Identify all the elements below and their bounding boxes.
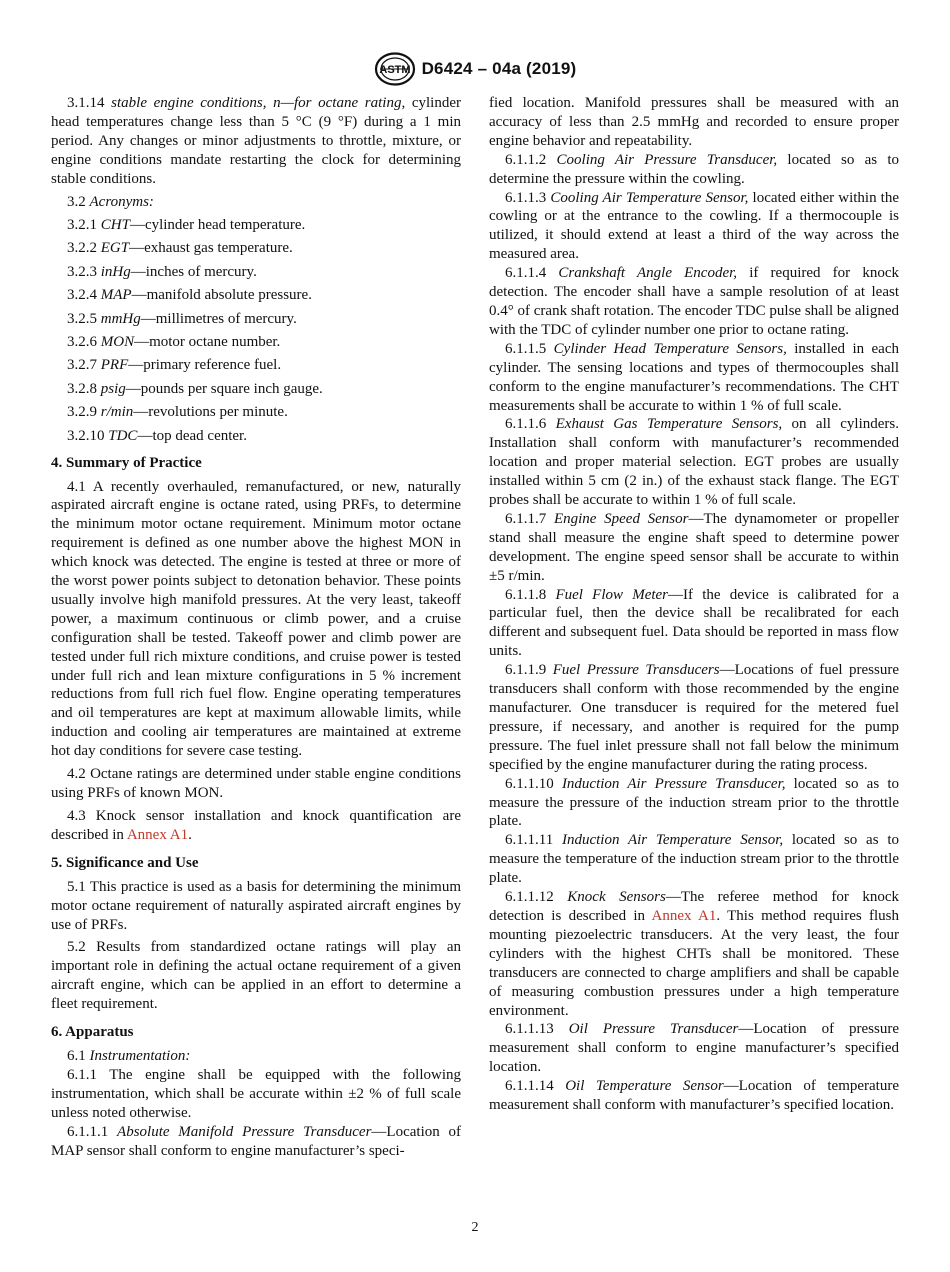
acronym-item: 3.2.1 CHT—cylinder head temperature. bbox=[67, 216, 306, 233]
instrument-item: 6.1.1.6 Exhaust Gas Temperature Sensors, on all cylinders. Installation shall conform with manufacturer’s recommended location and proper material selection. EGT probes are usually installed within 5 cm (2 in.) of the exhaust stack flange. The EGT probes shall be accurate to within 1 % of full scale. bbox=[489, 416, 899, 509]
instrument-item: 6.1.1.9 Fuel Pressure Transducers—Locations of fuel pressure transducers shall conform with those recommended by the engine manufacturer. One transducer is required for the metered fuel pressure, if necessary, and another is required for the pump pressure. The fuel inlet pressure shall not fall below the minimum specified by the engine manufacturer during the rating process. bbox=[489, 662, 899, 773]
page-number: 2 bbox=[471, 1220, 479, 1235]
instrument-item: 6.1.1.14 Oil Temperature Sensor—Location of temperature measurement shall conform with manufacturer’s specified location. bbox=[489, 1078, 900, 1114]
paragraph-5-1: 5.1 This practice is used as a basis for determining the minimum motor octane requirement of naturally aspirated aircraft engines by use of PRFs. bbox=[51, 878, 461, 933]
instrument-item: 6.1.1.5 Cylinder Head Temperature Sensors, installed in each cylinder. The sensing locations and types of thermocouples shall conform to the engine manufacturer’s recommendations. The CHT measurements shall be accurate to within 1 % of full scale. bbox=[489, 340, 899, 414]
instrument-list-a bbox=[489, 151, 899, 888]
instrument-item: 6.1.1.11 Induction Air Temperature Sensor, located so as to measure the temperature of the induction stream prior to the throttle plate. bbox=[489, 832, 899, 887]
standard-designation: D6424 – 04a (2019) bbox=[421, 59, 577, 78]
paragraph-4-1: 4.1 A recently overhauled, remanufactured, or new, naturally aspirated aircraft engine is octane rated, using PRFs, to determine the minimum motor octane requirement. Minimum motor octane requirement is defined as one number above the highest MON in which knock was detected. The engine is tested at three or more of the worst power points subject to detonation behavior. These points usually involve high manifold pressures. At the very least, takeoff power, a maximum continuous or climb power, and a cruise configuration shall be tested. Takeoff power and climb power are tested under full rich mixture conditions, and cruise power is tested under full rich and lean mixture configurations in 5 % increment reductions from full rich fuel flow. Engine operating temperatures and oil temperatures are kept at maximum allowable limits, while induction and cooling air temperatures are maintained at extreme hot day conditions for severe case testing. bbox=[51, 478, 461, 760]
instrument-item: 6.1.1.3 Cooling Air Temperature Sensor, located either within the cowling or at the entrance to the cowling. If a thermocouple is utilized, it should extend at least a third of the way across the measured area. bbox=[489, 189, 900, 263]
acronym-list bbox=[51, 216, 461, 446]
instrument-item: 6.1.1.13 Oil Pressure Transducer—Location of pressure measurement shall conform to engine manufacturer’s specified location. bbox=[489, 1021, 900, 1076]
acronym-item: 3.2.2 EGT—exhaust gas temperature. bbox=[67, 240, 293, 257]
instrument-item: 6.1.1.4 Crankshaft Angle Encoder, if required for knock detection. The encoder shall have a sample resolution of at least 0.4° of crank shaft rotation. The encoder TDC pulse shall be aligned with the TDC of cylinder number one prior to octane rating. bbox=[489, 265, 899, 338]
right-column bbox=[489, 94, 899, 1115]
annex-a1-link-2[interactable]: Annex A1 bbox=[651, 907, 717, 924]
paragraph-6-1-1-1-continued: fied location. Manifold pressures shall be measured with an accuracy of less than 2.5 mmHg and recorded to ensure proper engine behavior and repeatability. bbox=[489, 95, 899, 149]
instrument-item: 6.1.1.8 Fuel Flow Meter—If the device is calibrated for a particular fuel, then the device shall be recalibrated for each different and subsequent fuel. Data should be reported in mass flow units. bbox=[489, 586, 900, 660]
paragraph-3-1-14: 3.1.14 stable engine conditions, n—for octane rating, cylinder head temperatures change less than 5 °C (9 °F) during a 1 min period. Any changes or minor adjustments to throttle, mixture, or engine conditions mandate restarting the clock for determining stable conditions. bbox=[51, 95, 461, 187]
section-6-heading: 6. Apparatus bbox=[51, 1024, 134, 1041]
astm-logo-text: ASTM bbox=[378, 64, 411, 76]
annex-a1-link[interactable]: Annex A1 bbox=[126, 826, 189, 843]
instrument-item: 6.1.1.7 Engine Speed Sensor—The dynamometer or propeller stand shall measure the engine shaft speed to determine power development. The engine speed sensor shall be accurate to within ±5 r/min. bbox=[489, 510, 899, 584]
acronym-item: 3.2.7 PRF—primary reference fuel. bbox=[67, 357, 282, 374]
paragraph-4-2: 4.2 Octane ratings are determined under stable engine conditions using PRFs of known MON. bbox=[51, 766, 461, 801]
paragraph-5-2: 5.2 Results from standardized octane ratings will play an important role in defining the actual octane requirement of a given aircraft engine, which can be applied in an effort to determine a fleet requirement. bbox=[51, 939, 461, 1013]
paragraph-6-1-1-1: 6.1.1.1 Absolute Manifold Pressure Transducer—Location of MAP sensor shall conform to engine manufacturer’s speci- bbox=[51, 1123, 462, 1159]
instrument-item: 6.1.1.2 Cooling Air Pressure Transducer, located so as to determine the pressure within the cowling. bbox=[489, 151, 900, 187]
instrument-item: 6.1.1.10 Induction Air Pressure Transducer, located so as to measure the pressure of the induction stream prior to the throttle plate. bbox=[489, 775, 900, 830]
page-header bbox=[0, 52, 950, 86]
left-column bbox=[51, 94, 461, 1161]
acronym-item: 3.2.9 r/min—revolutions per minute. bbox=[67, 404, 288, 421]
paragraph-6-1-1-12: 6.1.1.12 Knock Sensors—The referee method for knock detection is described in Annex A1. This method requires flush mounting piezoelectric transducers. At the very least, the four cylinders with the highest CHTs shall be monitored. These transducers are connected to charge amplifiers and shall be capable of measuring combustion pressures under a high temperature environment. bbox=[489, 889, 900, 1019]
paragraph-6-1: 6.1 Instrumentation: bbox=[67, 1048, 191, 1065]
acronym-item: 3.2.4 MAP—manifold absolute pressure. bbox=[67, 287, 312, 304]
section-4-heading: 4. Summary of Practice bbox=[51, 454, 202, 471]
instrument-list-b bbox=[489, 1020, 899, 1115]
acronym-item: 3.2.3 inHg—inches of mercury. bbox=[67, 263, 257, 280]
acronym-item: 3.2.6 MON—motor octane number. bbox=[67, 333, 281, 350]
astm-logo-icon bbox=[374, 52, 416, 86]
acronym-item: 3.2.10 TDC—top dead center. bbox=[67, 427, 247, 444]
acronym-item: 3.2.5 mmHg—millimetres of mercury. bbox=[67, 310, 297, 327]
paragraph-4-3: 4.3 Knock sensor installation and knock quantification are described in Annex A1. bbox=[51, 807, 461, 843]
section-5-heading: 5. Significance and Use bbox=[51, 854, 199, 871]
paragraph-3-2: 3.2 Acronyms: bbox=[67, 193, 154, 210]
acronym-item: 3.2.8 psig—pounds per square inch gauge. bbox=[67, 380, 323, 397]
paragraph-6-1-1: 6.1.1 The engine shall be equipped with the following instrumentation, which shall be accurate within ±2 % of full scale unless noted otherwise. bbox=[51, 1066, 461, 1121]
